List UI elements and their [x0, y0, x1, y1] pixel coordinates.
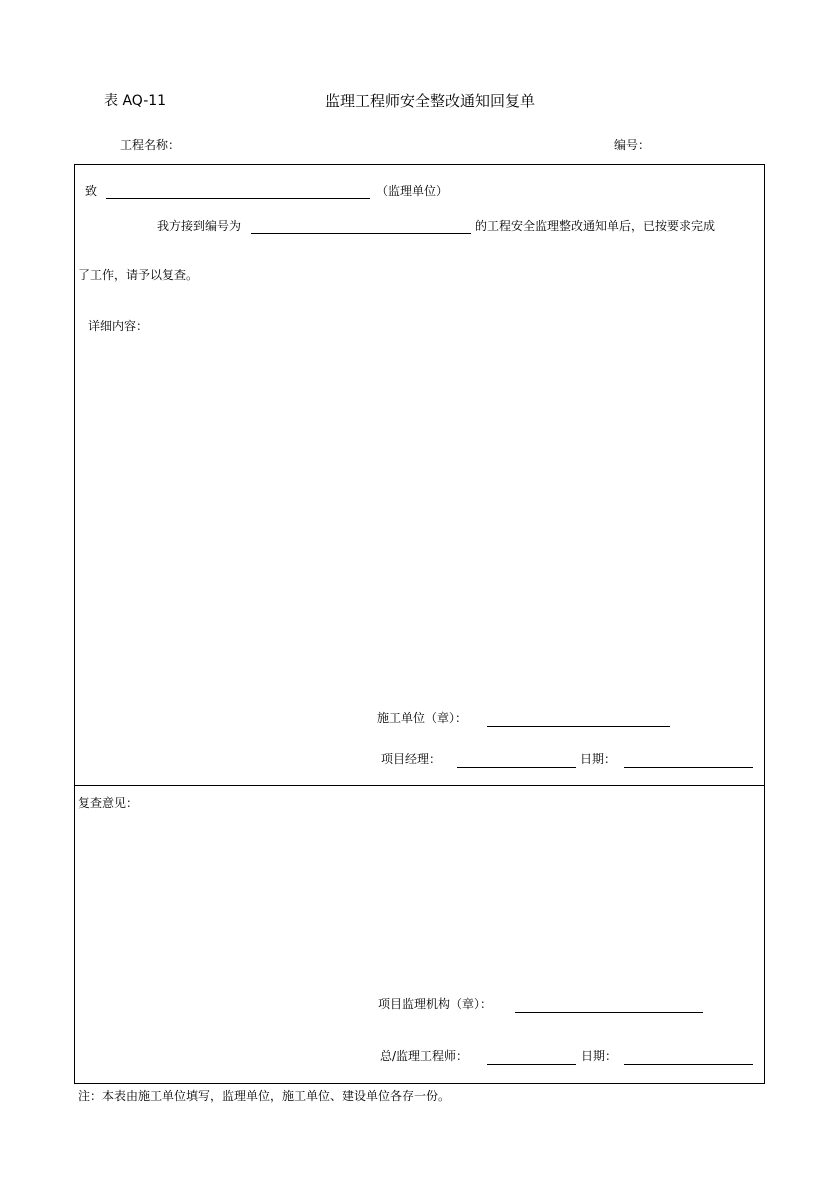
to-label: 致: [85, 184, 98, 198]
project-manager-label: 项目经理：: [381, 752, 442, 766]
form-frame: [74, 164, 765, 1084]
reply-date-label: 日期：: [580, 752, 617, 766]
chief-engineer-label: 总/监理工程师：: [380, 1049, 469, 1063]
chief-engineer-field[interactable]: [487, 1064, 576, 1065]
supervision-unit-field[interactable]: [106, 198, 370, 199]
contractor-seal-field[interactable]: [487, 726, 670, 727]
to-suffix: （监理单位）: [376, 184, 449, 198]
body-line2: 了工作，请予以复查。: [78, 268, 199, 282]
form-code: 表 AQ-11: [104, 93, 167, 109]
supervision-org-field[interactable]: [515, 1012, 703, 1013]
supervision-org-label: 项目监理机构（章）：: [378, 997, 493, 1011]
form-title: 监理工程师安全整改通知回复单: [325, 92, 536, 110]
section-divider: [74, 785, 765, 786]
body-prefix: 我方接到编号为: [157, 219, 242, 233]
number-label: 编号：: [614, 138, 651, 152]
project-manager-field[interactable]: [457, 767, 576, 768]
notice-number-field[interactable]: [251, 233, 471, 234]
review-opinion-label: 复查意见：: [78, 796, 139, 810]
review-date-field[interactable]: [624, 1064, 753, 1065]
footer-note: 注：本表由施工单位填写，监理单位，施工单位、建设单位各存一份。: [78, 1089, 451, 1103]
contractor-seal-label: 施工单位（章）：: [377, 711, 468, 725]
review-date-label: 日期：: [581, 1049, 618, 1063]
details-label: 详细内容：: [88, 319, 149, 333]
body-suffix: 的工程安全监理整改通知单后，已按要求完成: [475, 219, 716, 233]
reply-date-field[interactable]: [624, 767, 753, 768]
project-name-label: 工程名称：: [120, 138, 181, 152]
